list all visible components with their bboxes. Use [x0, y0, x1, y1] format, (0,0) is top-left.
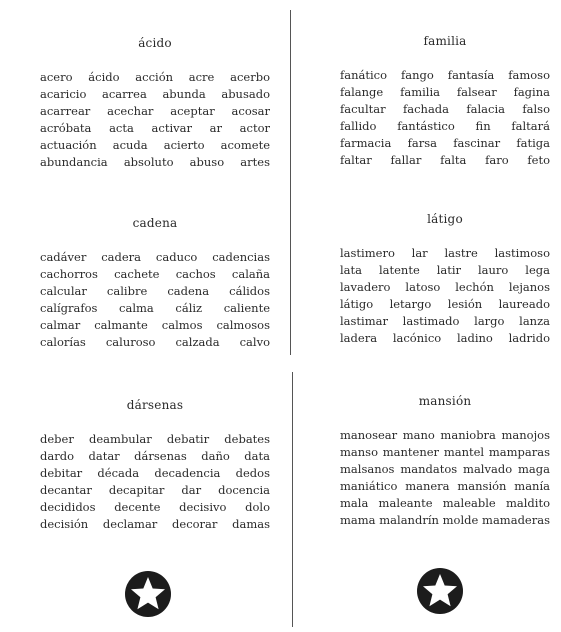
word-line: decisión declamar decorar damas: [40, 517, 270, 531]
word-group: [340, 394, 550, 529]
word-line: dardo datar dársenas daño data: [40, 449, 270, 463]
word-line: mala maleante maleable maldito: [340, 496, 550, 510]
column-divider: [290, 10, 291, 355]
word-line: abundancia absoluto abuso artes: [40, 155, 270, 169]
word-line: lata latente latir lauro lega: [340, 263, 550, 277]
word-line: faltar fallar falta faro feto: [340, 153, 550, 167]
word-line: manosear mano maniobra manojos: [340, 428, 550, 442]
word-line: debitar década decadencia dedos: [40, 466, 270, 480]
word-line: acero ácido acción acre acerbo: [40, 70, 270, 84]
word-line: farmacia farsa fascinar fatiga: [340, 136, 550, 150]
word-line: calmar calmante calmos calmosos: [40, 318, 270, 332]
word-line: mama malandrín molde mamaderas: [340, 513, 550, 527]
word-line: malsanos mandatos malvado maga: [340, 462, 550, 476]
word-line: cachorros cachete cachos calaña: [40, 267, 270, 281]
word-line: maniático manera mansión manía: [340, 479, 550, 493]
word-group: [340, 34, 550, 169]
group-title: mansión: [418, 394, 472, 408]
word-line: acróbata acta activar ar actor: [40, 121, 270, 135]
word-line: calígrafos calma cáliz caliente: [40, 301, 270, 315]
word-line: acaricio acarrea abunda abusado: [40, 87, 270, 101]
group-title: ácido: [138, 36, 172, 50]
word-line: calcular calibre cadena cálidos: [40, 284, 270, 298]
word-line: decididos decente decisivo dolo: [40, 500, 270, 514]
word-line: látigo letargo lesión laureado: [340, 297, 550, 311]
word-line: manso mantener mantel mamparas: [340, 445, 550, 459]
word-line: lastimero lar lastre lastimoso: [340, 246, 550, 260]
word-line: fallido fantástico fin faltará: [340, 119, 550, 133]
word-line: fanático fango fantasía famoso: [340, 68, 550, 82]
word-group: [340, 212, 550, 347]
star-emblem-icon: [416, 567, 464, 615]
word-line: lastimar lastimado largo lanza: [340, 314, 550, 328]
column-divider: [292, 372, 293, 627]
word-line: deber deambular debatir debates: [40, 432, 270, 446]
word-line: facultar fachada falacia falso: [340, 102, 550, 116]
group-title: dársenas: [126, 398, 184, 412]
word-group: [40, 216, 270, 351]
word-line: calorías caluroso calzada calvo: [40, 335, 270, 349]
star-emblem-icon: [124, 570, 172, 618]
word-line: decantar decapitar dar docencia: [40, 483, 270, 497]
word-line: acarrear acechar aceptar acosar: [40, 104, 270, 118]
word-line: ladera lacónico ladino ladrido: [340, 331, 550, 345]
group-title: látigo: [427, 212, 463, 226]
group-title: familia: [423, 34, 467, 48]
word-group: [40, 36, 270, 171]
word-line: cadáver cadera caduco cadencias: [40, 250, 270, 264]
word-group: [40, 398, 270, 533]
word-line: falange familia falsear fagina: [340, 85, 550, 99]
word-line: lavadero latoso lechón lejanos: [340, 280, 550, 294]
word-line: actuación acuda acierto acomete: [40, 138, 270, 152]
group-title: cadena: [132, 216, 178, 230]
